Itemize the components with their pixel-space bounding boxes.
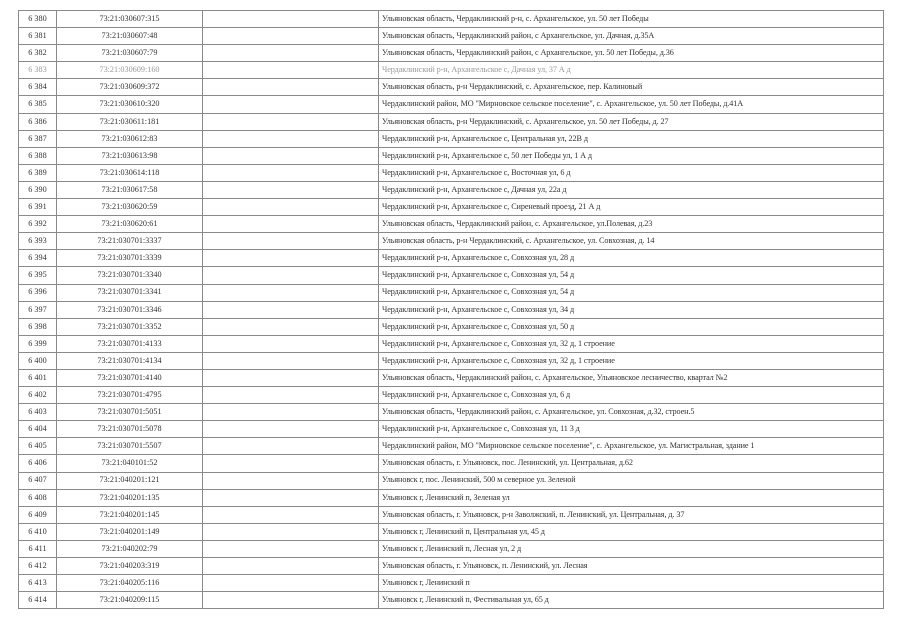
empty-cell bbox=[203, 250, 379, 267]
empty-cell bbox=[203, 233, 379, 250]
address-cell: Ульяновск г, Ленинский п, Зеленая ул bbox=[379, 489, 884, 506]
table-row bbox=[19, 284, 884, 301]
table-row bbox=[19, 523, 884, 540]
cadastral-number-cell: 73:21:030613:98 bbox=[57, 147, 203, 164]
row-number-cell: 6 391 bbox=[19, 199, 57, 216]
row-number-cell: 6 381 bbox=[19, 28, 57, 45]
row-number-cell: 6 410 bbox=[19, 523, 57, 540]
empty-cell bbox=[203, 592, 379, 609]
table-row bbox=[19, 438, 884, 455]
address-cell: Ульяновск г, пос. Ленинский, 500 м северное ул. Зеленой bbox=[379, 472, 884, 489]
address-cell: Ульяновск г, Ленинский п, Фестивальная ул, 65 д bbox=[379, 592, 884, 609]
table-row bbox=[19, 267, 884, 284]
row-number-cell: 6 408 bbox=[19, 489, 57, 506]
address-cell: Чердаклинский район, МО "Мирновское сельское поселение", с. Архангельское, ул. Магистральная, здание 1 bbox=[379, 438, 884, 455]
empty-cell bbox=[203, 506, 379, 523]
table-row bbox=[19, 387, 884, 404]
address-cell: Чердаклинский р-н, Архангельское с, Совхозная ул, 34 д bbox=[379, 301, 884, 318]
address-cell: Чердаклинский р-н, Архангельское с, Совхозная ул, 54 д bbox=[379, 267, 884, 284]
row-number-cell: 6 392 bbox=[19, 216, 57, 233]
table-row bbox=[19, 558, 884, 575]
table-row bbox=[19, 233, 884, 250]
row-number-cell: 6 401 bbox=[19, 369, 57, 386]
table-row bbox=[19, 540, 884, 557]
address-cell: Чердаклинский р-н, Архангельское с, Центральная ул, 22В д bbox=[379, 130, 884, 147]
address-cell: Ульяновск г, Ленинский п, Центральная ул, 45 д bbox=[379, 523, 884, 540]
table-row bbox=[19, 113, 884, 130]
cadastral-number-cell: 73:21:030701:3352 bbox=[57, 318, 203, 335]
empty-cell bbox=[203, 558, 379, 575]
cadastral-number-cell: 73:21:030609:372 bbox=[57, 79, 203, 96]
cadastral-number-cell: 73:21:030614:118 bbox=[57, 164, 203, 181]
cadastral-number-cell: 73:21:040201:149 bbox=[57, 523, 203, 540]
table-row bbox=[19, 421, 884, 438]
cadastral-number-cell: 73:21:030611:181 bbox=[57, 113, 203, 130]
table-row bbox=[19, 506, 884, 523]
cadastral-number-cell: 73:21:030701:5051 bbox=[57, 404, 203, 421]
row-number-cell: 6 383 bbox=[19, 62, 57, 79]
address-cell: Ульяновская область, Чердаклинский район, с. Архангельское, ул.Полевая, д.23 bbox=[379, 216, 884, 233]
row-number-cell: 6 384 bbox=[19, 79, 57, 96]
empty-cell bbox=[203, 199, 379, 216]
row-number-cell: 6 385 bbox=[19, 96, 57, 113]
cadastral-number-cell: 73:21:040205:116 bbox=[57, 575, 203, 592]
property-register-table bbox=[18, 10, 884, 609]
row-number-cell: 6 400 bbox=[19, 352, 57, 369]
table-row bbox=[19, 335, 884, 352]
empty-cell bbox=[203, 164, 379, 181]
empty-cell bbox=[203, 62, 379, 79]
row-number-cell: 6 390 bbox=[19, 181, 57, 198]
table-row bbox=[19, 352, 884, 369]
address-cell: Ульяновская область, Чердаклинский район, с. Архангельское, Ульяновское лесничество, квартал №2 bbox=[379, 369, 884, 386]
cadastral-number-cell: 73:21:030612:83 bbox=[57, 130, 203, 147]
table-row bbox=[19, 164, 884, 181]
row-number-cell: 6 407 bbox=[19, 472, 57, 489]
address-cell: Чердаклинский р-н, Архангельское с, Совхозная ул, 32 д, 1 строение bbox=[379, 335, 884, 352]
cadastral-number-cell: 73:21:030701:4795 bbox=[57, 387, 203, 404]
address-cell: Чердаклинский р-н, Архангельское с, Дачная ул, 37 А д bbox=[379, 62, 884, 79]
address-cell: Чердаклинский р-н, Архангельское с, Совхозная ул, 32 д, 1 строение bbox=[379, 352, 884, 369]
empty-cell bbox=[203, 575, 379, 592]
empty-cell bbox=[203, 352, 379, 369]
cadastral-number-cell: 73:21:040101:52 bbox=[57, 455, 203, 472]
row-number-cell: 6 409 bbox=[19, 506, 57, 523]
empty-cell bbox=[203, 79, 379, 96]
cadastral-number-cell: 73:21:030607:315 bbox=[57, 11, 203, 28]
cadastral-number-cell: 73:21:030617:58 bbox=[57, 181, 203, 198]
address-cell: Чердаклинский район, МО "Мирновское сельское поселение", с. Архангельское, ул. 50 лет Победы, д.41А bbox=[379, 96, 884, 113]
cadastral-number-cell: 73:21:030701:4134 bbox=[57, 352, 203, 369]
empty-cell bbox=[203, 216, 379, 233]
empty-cell bbox=[203, 472, 379, 489]
cadastral-number-cell: 73:21:030620:61 bbox=[57, 216, 203, 233]
row-number-cell: 6 411 bbox=[19, 540, 57, 557]
table-row bbox=[19, 62, 884, 79]
address-cell: Чердаклинский р-н, Архангельское с, Дачная ул, 22а д bbox=[379, 181, 884, 198]
table-row bbox=[19, 45, 884, 62]
table-row bbox=[19, 575, 884, 592]
empty-cell bbox=[203, 438, 379, 455]
empty-cell bbox=[203, 404, 379, 421]
address-cell: Чердаклинский р-н, Архангельское с, Совхозная ул, 11 3 д bbox=[379, 421, 884, 438]
cadastral-number-cell: 73:21:030607:79 bbox=[57, 45, 203, 62]
address-cell: Ульяновская область, Чердаклинский район, с Архангельское, ул. Дачная, д.35А bbox=[379, 28, 884, 45]
row-number-cell: 6 387 bbox=[19, 130, 57, 147]
empty-cell bbox=[203, 45, 379, 62]
row-number-cell: 6 412 bbox=[19, 558, 57, 575]
table-row bbox=[19, 79, 884, 96]
empty-cell bbox=[203, 369, 379, 386]
address-cell: Ульяновская область, Чердаклинский р-н, с. Архангельское, ул. 50 лет Победы bbox=[379, 11, 884, 28]
row-number-cell: 6 398 bbox=[19, 318, 57, 335]
cadastral-number-cell: 73:21:030701:5507 bbox=[57, 438, 203, 455]
table-row bbox=[19, 11, 884, 28]
row-number-cell: 6 405 bbox=[19, 438, 57, 455]
empty-cell bbox=[203, 28, 379, 45]
empty-cell bbox=[203, 335, 379, 352]
address-cell: Ульяновская область, г. Ульяновск, п. Ленинский, ул. Лесная bbox=[379, 558, 884, 575]
cadastral-number-cell: 73:21:040203:319 bbox=[57, 558, 203, 575]
empty-cell bbox=[203, 130, 379, 147]
cadastral-number-cell: 73:21:030701:3339 bbox=[57, 250, 203, 267]
table-row bbox=[19, 455, 884, 472]
address-cell: Ульяновск г, Ленинский п bbox=[379, 575, 884, 592]
cadastral-number-cell: 73:21:040201:145 bbox=[57, 506, 203, 523]
table-row bbox=[19, 489, 884, 506]
row-number-cell: 6 393 bbox=[19, 233, 57, 250]
address-cell: Ульяновская область, Чердаклинский район, с. Архангельское, ул. Совхозная, д.32, строен.5 bbox=[379, 404, 884, 421]
table-row bbox=[19, 199, 884, 216]
empty-cell bbox=[203, 181, 379, 198]
empty-cell bbox=[203, 523, 379, 540]
cadastral-number-cell: 73:21:030701:3340 bbox=[57, 267, 203, 284]
address-cell: Ульяновск г, Ленинский п, Лесная ул, 2 д bbox=[379, 540, 884, 557]
table-row bbox=[19, 147, 884, 164]
row-number-cell: 6 382 bbox=[19, 45, 57, 62]
row-number-cell: 6 395 bbox=[19, 267, 57, 284]
row-number-cell: 6 380 bbox=[19, 11, 57, 28]
empty-cell bbox=[203, 387, 379, 404]
cadastral-number-cell: 73:21:040202:79 bbox=[57, 540, 203, 557]
row-number-cell: 6 389 bbox=[19, 164, 57, 181]
cadastral-number-cell: 73:21:040201:135 bbox=[57, 489, 203, 506]
address-cell: Чердаклинский р-н, Архангельское с, Сиреневый проезд, 21 А д bbox=[379, 199, 884, 216]
row-number-cell: 6 403 bbox=[19, 404, 57, 421]
cadastral-number-cell: 73:21:030701:5078 bbox=[57, 421, 203, 438]
address-cell: Чердаклинский р-н, Архангельское с, Совхозная ул, 50 д bbox=[379, 318, 884, 335]
table-row bbox=[19, 369, 884, 386]
empty-cell bbox=[203, 540, 379, 557]
cadastral-number-cell: 73:21:030620:59 bbox=[57, 199, 203, 216]
cadastral-number-cell: 73:21:030607:48 bbox=[57, 28, 203, 45]
table-row bbox=[19, 592, 884, 609]
address-cell: Ульяновская область, г. Ульяновск, пос. Ленинский, ул. Центральная, д.62 bbox=[379, 455, 884, 472]
empty-cell bbox=[203, 455, 379, 472]
table-row bbox=[19, 130, 884, 147]
row-number-cell: 6 386 bbox=[19, 113, 57, 130]
table-row bbox=[19, 28, 884, 45]
cadastral-number-cell: 73:21:040209:115 bbox=[57, 592, 203, 609]
cadastral-number-cell: 73:21:030701:4140 bbox=[57, 369, 203, 386]
table-row bbox=[19, 472, 884, 489]
table-row bbox=[19, 181, 884, 198]
row-number-cell: 6 404 bbox=[19, 421, 57, 438]
cadastral-number-cell: 73:21:030701:3346 bbox=[57, 301, 203, 318]
address-cell: Ульяновская область, р-н Чердаклинский, с. Архангельское, ул. Совхозная, д. 14 bbox=[379, 233, 884, 250]
row-number-cell: 6 397 bbox=[19, 301, 57, 318]
empty-cell bbox=[203, 267, 379, 284]
address-cell: Чердаклинский р-н, Архангельское с, Совхозная ул, 28 д bbox=[379, 250, 884, 267]
row-number-cell: 6 394 bbox=[19, 250, 57, 267]
address-cell: Чердаклинский р-н, Архангельское с, 50 лет Победы ул, 1 А д bbox=[379, 147, 884, 164]
row-number-cell: 6 388 bbox=[19, 147, 57, 164]
row-number-cell: 6 399 bbox=[19, 335, 57, 352]
cadastral-number-cell: 73:21:030701:3337 bbox=[57, 233, 203, 250]
table-row bbox=[19, 216, 884, 233]
address-cell: Ульяновская область, р-н Чердаклинский, с. Архангельское, пер. Калиновый bbox=[379, 79, 884, 96]
empty-cell bbox=[203, 113, 379, 130]
row-number-cell: 6 406 bbox=[19, 455, 57, 472]
row-number-cell: 6 413 bbox=[19, 575, 57, 592]
table-row bbox=[19, 250, 884, 267]
address-cell: Чердаклинский р-н, Архангельское с, Совхозная ул, 6 д bbox=[379, 387, 884, 404]
empty-cell bbox=[203, 489, 379, 506]
cadastral-number-cell: 73:21:030610:320 bbox=[57, 96, 203, 113]
table-row bbox=[19, 318, 884, 335]
address-cell: Чердаклинский р-н, Архангельское с, Совхозная ул, 54 д bbox=[379, 284, 884, 301]
row-number-cell: 6 396 bbox=[19, 284, 57, 301]
empty-cell bbox=[203, 421, 379, 438]
table-row bbox=[19, 96, 884, 113]
address-cell: Ульяновская область, г. Ульяновск, р-н Заволжский, п. Ленинский, ул. Центральная, д. 37 bbox=[379, 506, 884, 523]
address-cell: Чердаклинский р-н, Архангельское с, Восточная ул, 6 д bbox=[379, 164, 884, 181]
row-number-cell: 6 414 bbox=[19, 592, 57, 609]
address-cell: Ульяновская область, р-н Чердаклинский, с. Архангельское, ул. 50 лет Победы, д. 27 bbox=[379, 113, 884, 130]
table-row bbox=[19, 404, 884, 421]
address-cell: Ульяновская область, Чердаклинский район, с Архангельское, ул. 50 лет Победы, д.36 bbox=[379, 45, 884, 62]
cadastral-number-cell: 73:21:040201:121 bbox=[57, 472, 203, 489]
cadastral-number-cell: 73:21:030609:160 bbox=[57, 62, 203, 79]
table-row bbox=[19, 301, 884, 318]
empty-cell bbox=[203, 147, 379, 164]
empty-cell bbox=[203, 96, 379, 113]
empty-cell bbox=[203, 301, 379, 318]
cadastral-number-cell: 73:21:030701:3341 bbox=[57, 284, 203, 301]
table-body bbox=[19, 11, 884, 609]
empty-cell bbox=[203, 284, 379, 301]
row-number-cell: 6 402 bbox=[19, 387, 57, 404]
empty-cell bbox=[203, 318, 379, 335]
empty-cell bbox=[203, 11, 379, 28]
cadastral-number-cell: 73:21:030701:4133 bbox=[57, 335, 203, 352]
